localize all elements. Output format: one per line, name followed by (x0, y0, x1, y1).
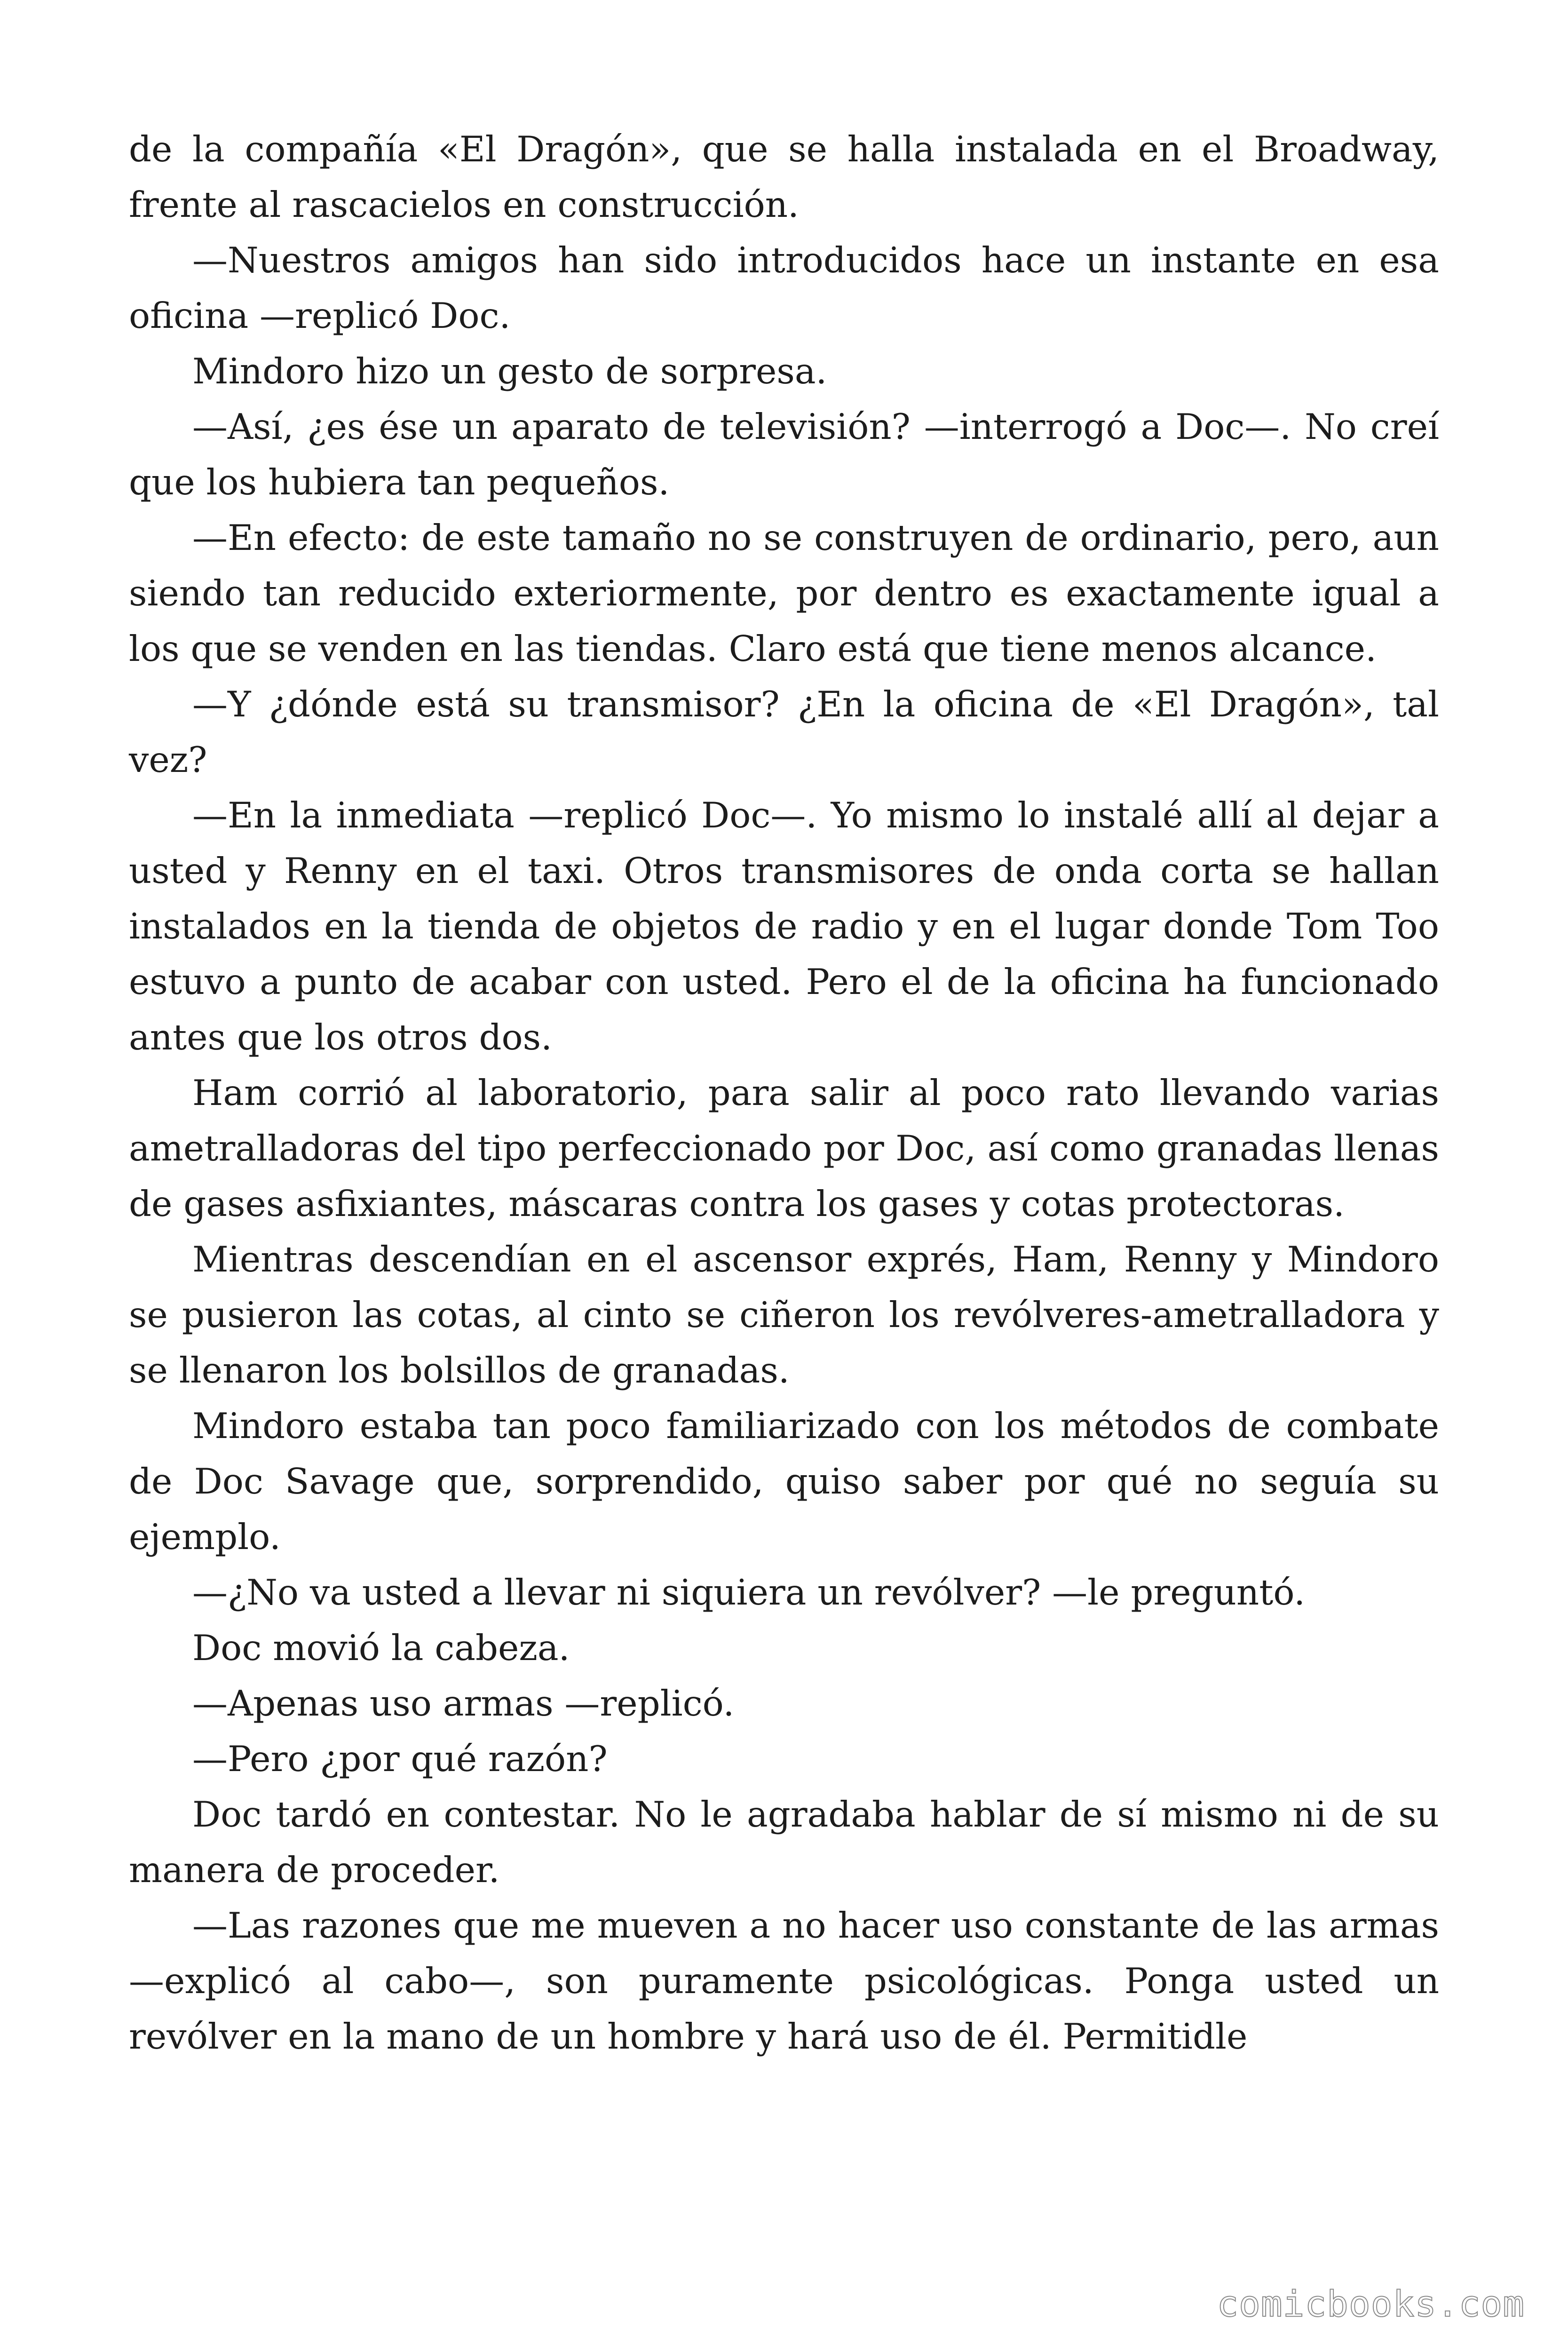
paragraph-10: Mindoro estaba tan poco familiarizado con los métodos de combate de Doc Savage que, sorprendido, quiso saber por qué no seguía su ejemplo. (129, 1405, 1439, 1557)
paragraph-11: —¿No va usted a llevar ni siquiera un revólver? —le preguntó. (192, 1572, 1306, 1613)
paragraph-16: —Las razones que me mueven a no hacer uso constante de las armas —explicó al cabo—, son puramente psicológicas. Ponga usted un revólver en la mano de un hombre y hará uso de él. Permitidle (129, 1905, 1439, 2057)
paragraph-5: —En efecto: de este tamaño no se construyen de ordinario, pero, aun siendo tan reducido exteriormente, por dentro es exactamente igual a los que se venden en las tiendas. Claro está que tiene menos alcance. (129, 517, 1439, 669)
watermark: comicbooks.com (1217, 2283, 1525, 2325)
paragraph-7: —En la inmediata —replicó Doc—. Yo mismo lo instalé allí al dejar a usted y Renny en el taxi. Otros transmisores de onda corta se hallan instalados en la tienda de objetos de radio y en el lugar donde Tom Too estuvo a punto de acabar con usted. Pero el de la oficina ha funcionado antes que los otros dos. (129, 795, 1439, 1058)
paragraph-8: Ham corrió al laboratorio, para salir al poco rato llevando varias ametralladoras del tipo perfeccionado por Doc, así como granadas llenas de gases asfixiantes, máscaras contra los gases y cotas protectoras. (129, 1072, 1439, 1224)
paragraph-4: —Así, ¿es ése un aparato de televisión? —interrogó a Doc—. No creí que los hubiera tan pequeños. (129, 406, 1439, 503)
paragraph-3: Mindoro hizo un gesto de sorpresa. (192, 350, 827, 392)
paragraph-9: Mientras descendían en el ascensor exprés, Ham, Renny y Mindoro se pusieron las cotas, al cinto se ciñeron los revólveres-ametralladora y se llenaron los bolsillos de granadas. (129, 1239, 1439, 1391)
paragraph-14: —Pero ¿por qué razón? (192, 1738, 608, 1780)
paragraph-12: Doc movió la cabeza. (192, 1627, 570, 1669)
paragraph-13: —Apenas uso armas —replicó. (192, 1683, 735, 1724)
paragraph-6: —Y ¿dónde está su transmisor? ¿En la oficina de «El Dragón», tal vez? (129, 683, 1439, 780)
paragraph-2: —Nuestros amigos han sido introducidos hace un instante en esa oficina —replicó Doc. (129, 239, 1439, 336)
book-page-body (129, 121, 1439, 2064)
paragraph-1: de la compañía «El Dragón», que se halla instalada en el Broadway, frente al rascacielos en construcción. (129, 128, 1439, 225)
paragraph-15: Doc tardó en contestar. No le agradaba hablar de sí mismo ni de su manera de proceder. (129, 1794, 1439, 1891)
